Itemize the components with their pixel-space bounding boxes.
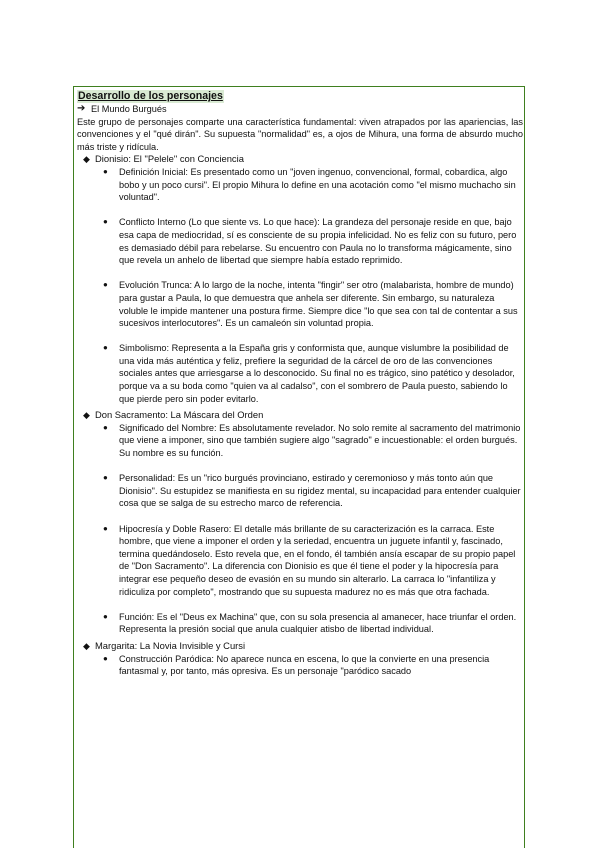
diamond-bullet-icon: ◆: [83, 640, 90, 651]
diamond-bullet-icon: ◆: [83, 410, 90, 421]
character-list: [77, 153, 523, 677]
point-text: Evolución Trunca: A lo largo de la noche, intenta "fingir" ser otro (malabarista, hombre de mundo) para gustar a Paula, lo que demuestra que anhela ser diferente. Sin embargo, su naturaleza voluble le impide mantener una postura firme. Siempre dice "lo que sea con tal de contentar a sus sucesivos interlocutores". Es un camaleón sin voluntad propia.: [119, 280, 518, 329]
round-bullet-icon: ●: [103, 611, 108, 621]
round-bullet-icon: ●: [103, 653, 108, 663]
list-item: [103, 166, 523, 204]
round-bullet-icon: ●: [103, 422, 108, 432]
round-bullet-icon: ●: [103, 473, 108, 483]
round-bullet-icon: ●: [103, 343, 108, 353]
point-text: Función: Es el "Deus ex Machina" que, con su sola presencia al amanecer, hace triunfar el orden. Representa la presión social que anula cualquier atisbo de libertad individual.: [119, 611, 517, 635]
section-title: Desarrollo de los personajes: [78, 90, 223, 102]
list-item: [103, 342, 523, 405]
character-points: [77, 166, 523, 405]
subtitle-row: [77, 103, 523, 116]
character-points: [77, 422, 523, 636]
list-item: [103, 523, 523, 599]
character-heading: [77, 153, 523, 166]
round-bullet-icon: ●: [103, 280, 108, 290]
list-item: [103, 611, 523, 636]
diamond-bullet-icon: ◆: [83, 154, 90, 165]
list-item: [103, 472, 523, 510]
point-text: Hipocresía y Doble Rasero: El detalle más brillante de su caracterización es la carraca. Este hombre, que viene a imponer el orden y la seriedad, encuentra un juguete infantil y, fascinado, termina quedándoselo. Esto revela que, en el fondo, él también ansía escapar de su propio papel de "Don Sacramento". La diferencia con Dionisio es que él tiene el poder y la hipocresía para integrar ese pequeño deseo de evasión en su mundo sin alterarlo. La carraca lo "infantiliza y ridiculiza por completo", mostrando que su supuesta madurez no es más que otra fachada.: [119, 523, 516, 597]
list-item: [103, 279, 523, 329]
point-text: Personalidad: Es un "rico burgués provinciano, estirado y ceremonioso y más tonto aún que Dionisio". Su estupidez se manifiesta en su rigidez mental, su incapacidad para entender cualquier cosa que se salga de su estrecho marco de referencia.: [119, 473, 521, 509]
section-content: [77, 90, 523, 682]
point-text: Definición Inicial: Es presentado como un "joven ingenuo, convencional, formal, cobardica, algo bobo y un poco cursi". El propio Mihura lo define en una acotación como "el mismo muchacho sin voluntad".: [119, 166, 516, 203]
round-bullet-icon: ●: [103, 523, 108, 533]
character-name: Dionisio: El "Pelele" con Conciencia: [95, 153, 244, 165]
character-heading: [77, 409, 523, 422]
round-bullet-icon: ●: [103, 166, 108, 176]
intro-paragraph: Este grupo de personajes comparte una característica fundamental: viven atrapados por las apariencias, las convenciones y el "qué dirán". Su supuesta "normalidad" es, a ojos de Mihura, una forma de absurdo mucho más triste y ridícula.: [77, 116, 523, 152]
point-text: Conflicto Interno (Lo que siente vs. Lo que hace): La grandeza del personaje reside en que, bajo esa capa de mediocridad, sí es consciente de su propia infelicidad. No es feliz con su futuro, pero es demasiado débil para rebelarse. Su encuentro con Paula no lo transforma mágicamente, sino que revela un anhelo de libertad que siempre había estado reprimido.: [119, 217, 517, 266]
point-text: Significado del Nombre: Es absolutamente revelador. No solo remite al sacramento del matrimonio que viene a imponer, sino que también sugiere algo "sagrado" e incuestionable: el orden burgués. Su nombre es su función.: [119, 422, 521, 459]
list-item: [103, 422, 523, 460]
point-text: Construcción Paródica: No aparece nunca en escena, lo que la convierte en una presencia fantasmal y, por tanto, más opresiva. Es un personaje "paródico sacado: [119, 653, 490, 677]
point-text: Simbolismo: Representa a la España gris y conformista que, aunque vislumbre la posibilidad de una vida más auténtica y feliz, prefiere la seguridad de la cárcel de oro de las convenciones sociales antes que arriesgarse a lo desconocido. Su final no es trágico, sino patético y desolador, porque va a su boda como "quien va al cadalso", con el sombrero de Paula puesto, sabiendo lo que pierde pero sin poder evitarlo.: [119, 343, 515, 404]
character-name: Margarita: La Novia Invisible y Cursi: [95, 639, 246, 651]
character-name: Don Sacramento: La Máscara del Orden: [95, 409, 264, 421]
character-points: [77, 653, 523, 678]
character-heading: [77, 640, 523, 653]
arrow-right-icon: ➔: [77, 103, 86, 114]
list-item: [103, 653, 523, 678]
round-bullet-icon: ●: [103, 217, 108, 227]
list-item: [103, 216, 523, 266]
section-subtitle: El Mundo Burgués: [91, 104, 167, 114]
title-row: [77, 90, 523, 103]
